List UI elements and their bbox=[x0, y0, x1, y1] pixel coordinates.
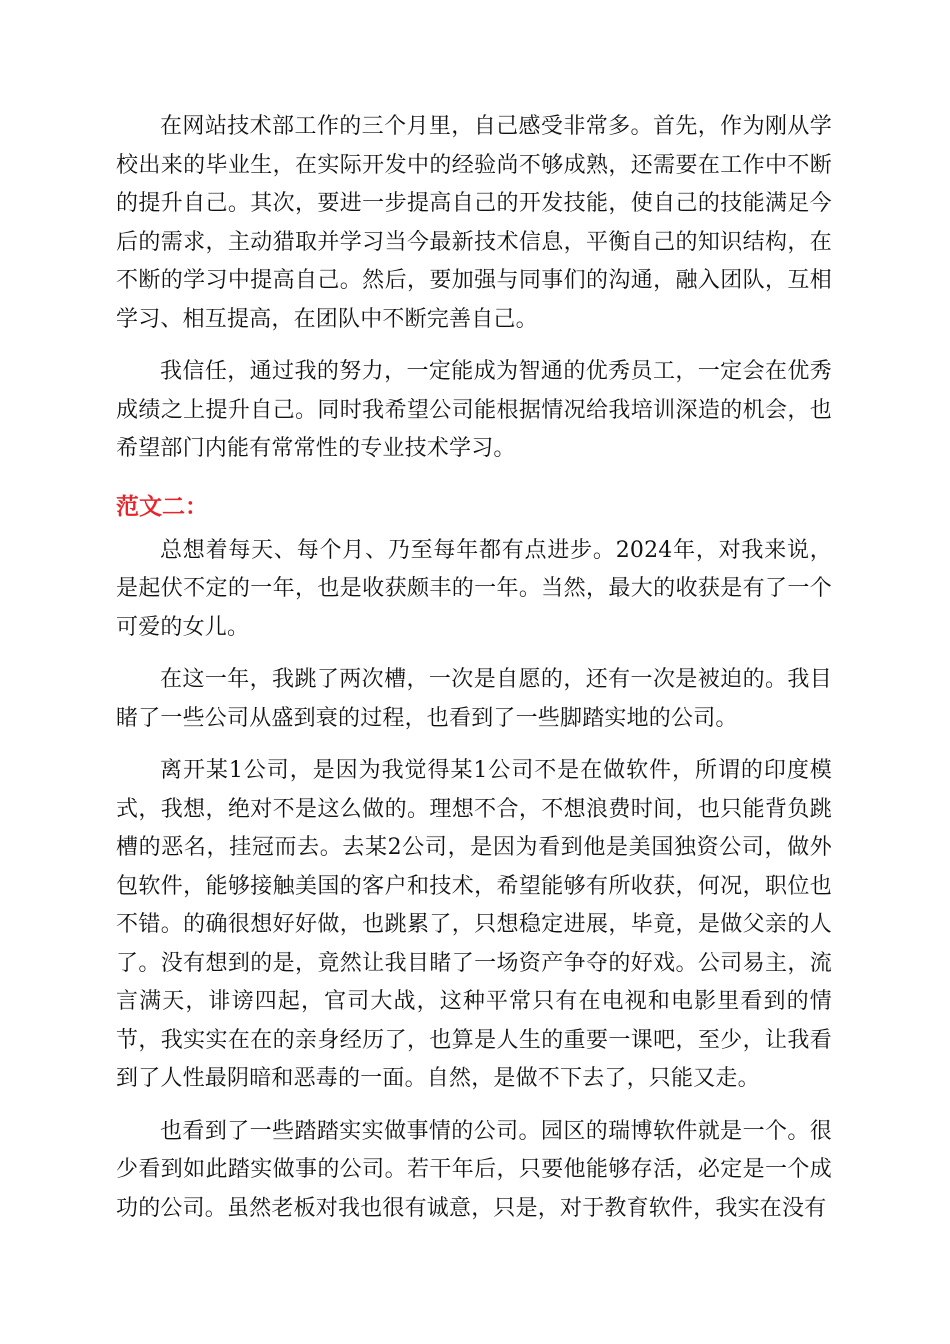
paragraph: 也看到了一些踏踏实实做事情的公司。园区的瑞博软件就是一个。很少看到如此踏实做事的公司。若干年后，只要他能够存活，必定是一个成功的公司。虽然老板对我也很有诚意，只是，对于教育软件，我实在没有 bbox=[116, 1118, 832, 1221]
section-1 bbox=[116, 108, 832, 469]
paragraph: 在这一年，我跳了两次槽，一次是自愿的，还有一次是被迫的。我目睹了一些公司从盛到衰的过程，也看到了一些脚踏实地的公司。 bbox=[116, 667, 832, 731]
section-2 bbox=[116, 488, 832, 1229]
paragraph: 总想着每天、每个月、乃至每年都有点进步。2024年，对我来说，是起伏不定的一年，也是收获颇丰的一年。当然，最大的收获是有了一个可爱的女儿。 bbox=[116, 537, 832, 640]
paragraph: 离开某1公司，是因为我觉得某1公司不是在做软件，所谓的印度模式，我想，绝对不是这么做的。理想不合，不想浪费时间，也只能背负跳槽的恶名，挂冠而去。去某2公司，是因为看到他是美国独资公司，做外包软件，能够接触美国的客户和技术，希望能够有所收获，何况，职位也不错。的确很想好好做，也跳累了，只想稳定进展，毕竟，是做父亲的人了。没有想到的是，竟然让我目睹了一场资产争夺的好戏。公司易主，流言满天，诽谤四起，官司大战，这种平常只有在电视和电影里看到的情节，我实实在在的亲身经历了，也算是人生的重要一课吧，至少，让我看到了人性最阴暗和恶毒的一面。自然，是做不下去了，只能又走。 bbox=[116, 758, 832, 1091]
section-heading: 范文二： bbox=[116, 493, 208, 520]
paragraph: 在网站技术部工作的三个月里，自己感受非常多。首先，作为刚从学校出来的毕业生，在实际开发中的经验尚不够成熟，还需要在工作中不断的提升自己。其次，要进一步提高自己的开发技能，使自己的技能满足今后的需求，主动猎取并学习当今最新技术信息，平衡自己的知识结构，在不断的学习中提高自己。然后，要加强与同事们的沟通，融入团队，互相学习、相互提高，在团队中不断完善自己。 bbox=[116, 114, 832, 332]
paragraph: 我信任，通过我的努力，一定能成为智通的优秀员工，一定会在优秀成绩之上提升自己。同时我希望公司能根据情况给我培训深造的机会，也希望部门内能有常常性的专业技术学习。 bbox=[116, 359, 832, 461]
document-page bbox=[116, 108, 832, 1228]
